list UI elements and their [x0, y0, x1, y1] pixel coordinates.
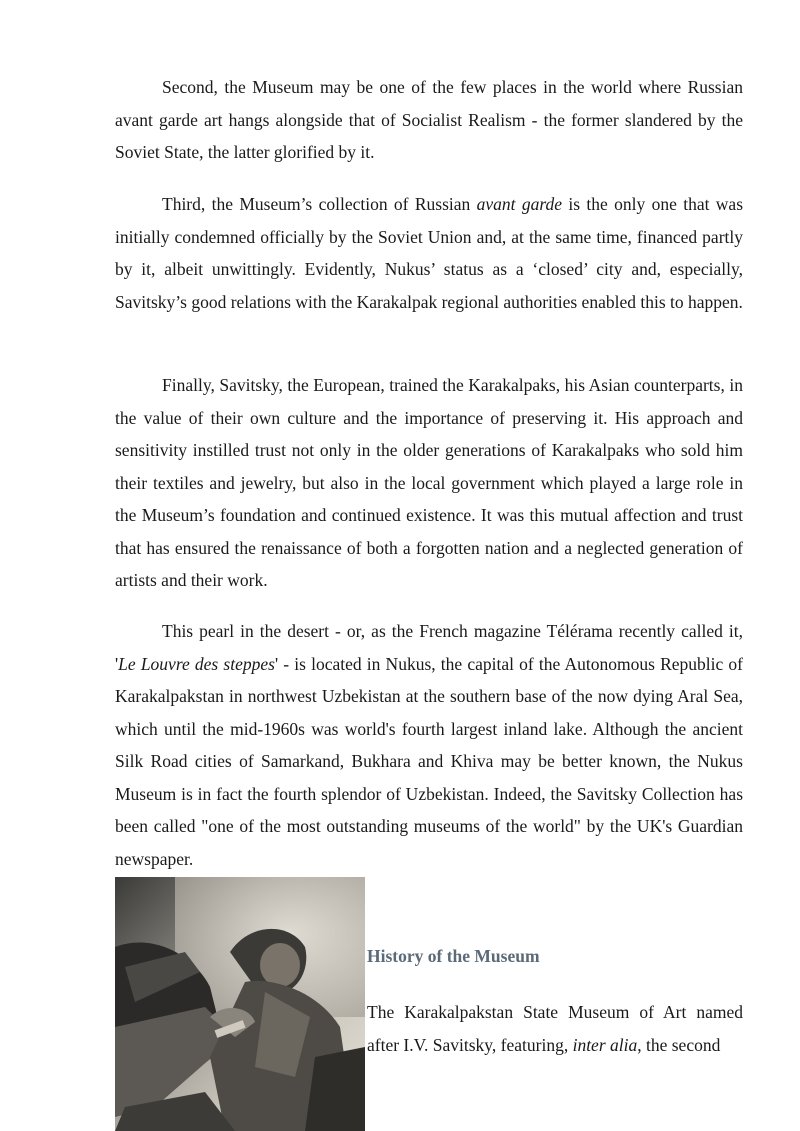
paragraph-text: The Karakalpakstan State Museum of Art named after I.V. Savitsky, featuring,: [367, 1002, 743, 1055]
paragraph-text: Second, the Museum may be one of the few places in the world where Russian avant garde art hangs alongside that of Socialist Realism - the former slandered by the Soviet State, the latter glorified by it.: [115, 77, 743, 162]
paragraph-text: Finally, Savitsky, the European, trained the Karakalpaks, his Asian counterparts, in the value of their own culture and the importance of preserving it. His approach and sensitivity instilled trust not only in the older generations of Karakalpaks who sold him their textiles and jewelry, but also in the local government which played a large role in the Museum’s foundation and continued existence. It was this mutual affection and trust that has ensured the renaissance of both a forgotten nation and a neglected generation of artists and their work.: [115, 375, 743, 590]
paragraph-third: [115, 188, 743, 318]
paragraph-text: is the only one that was initially condemned officially by the Soviet Union and, at the same time, financed partly by it, albeit unwittingly. Evidently, Nukus’ status as a ‘closed’ city and, especially, Savitsky’s good relations with the Karakalpak regional authorities enabled this to happen.: [115, 194, 744, 312]
paragraph-second: [115, 71, 743, 169]
italic-term: avant garde: [476, 194, 563, 214]
history-paragraph: [367, 996, 743, 1061]
italic-term: inter alia: [572, 1034, 638, 1055]
paragraph-text: ' - is located in Nukus, the capital of the Autonomous Republic of Karakalpakstan in northwest Uzbekistan at the southern base of the now dying Aral Sea, which until the mid-1960s was world's fourth largest inland lake. Although the ancient Silk Road cities of Samarkand, Bukhara and Khiva may be better known, the Nukus Museum is in fact the fourth splendor of Uzbekistan. Indeed, the Savitsky Collection has been called "one of the most outstanding museums of the world" by the UK's Guardian newspaper.: [115, 653, 743, 869]
paragraph-pearl-in-desert: [115, 615, 743, 875]
italic-term: Le Louvre des steppes: [118, 653, 275, 674]
paragraph-text: This pearl in the desert - or, as the French magazine Télérama recently called it, ': [115, 621, 743, 674]
paragraph-text: Third, the Museum’s collection of Russian: [162, 194, 477, 214]
savitsky-photo: [115, 877, 365, 1131]
section-heading: History of the Museum: [367, 946, 540, 966]
paragraph-text: , the second: [637, 1034, 721, 1055]
photo-illustration: [115, 877, 365, 1131]
paragraph-finally: [115, 369, 743, 597]
